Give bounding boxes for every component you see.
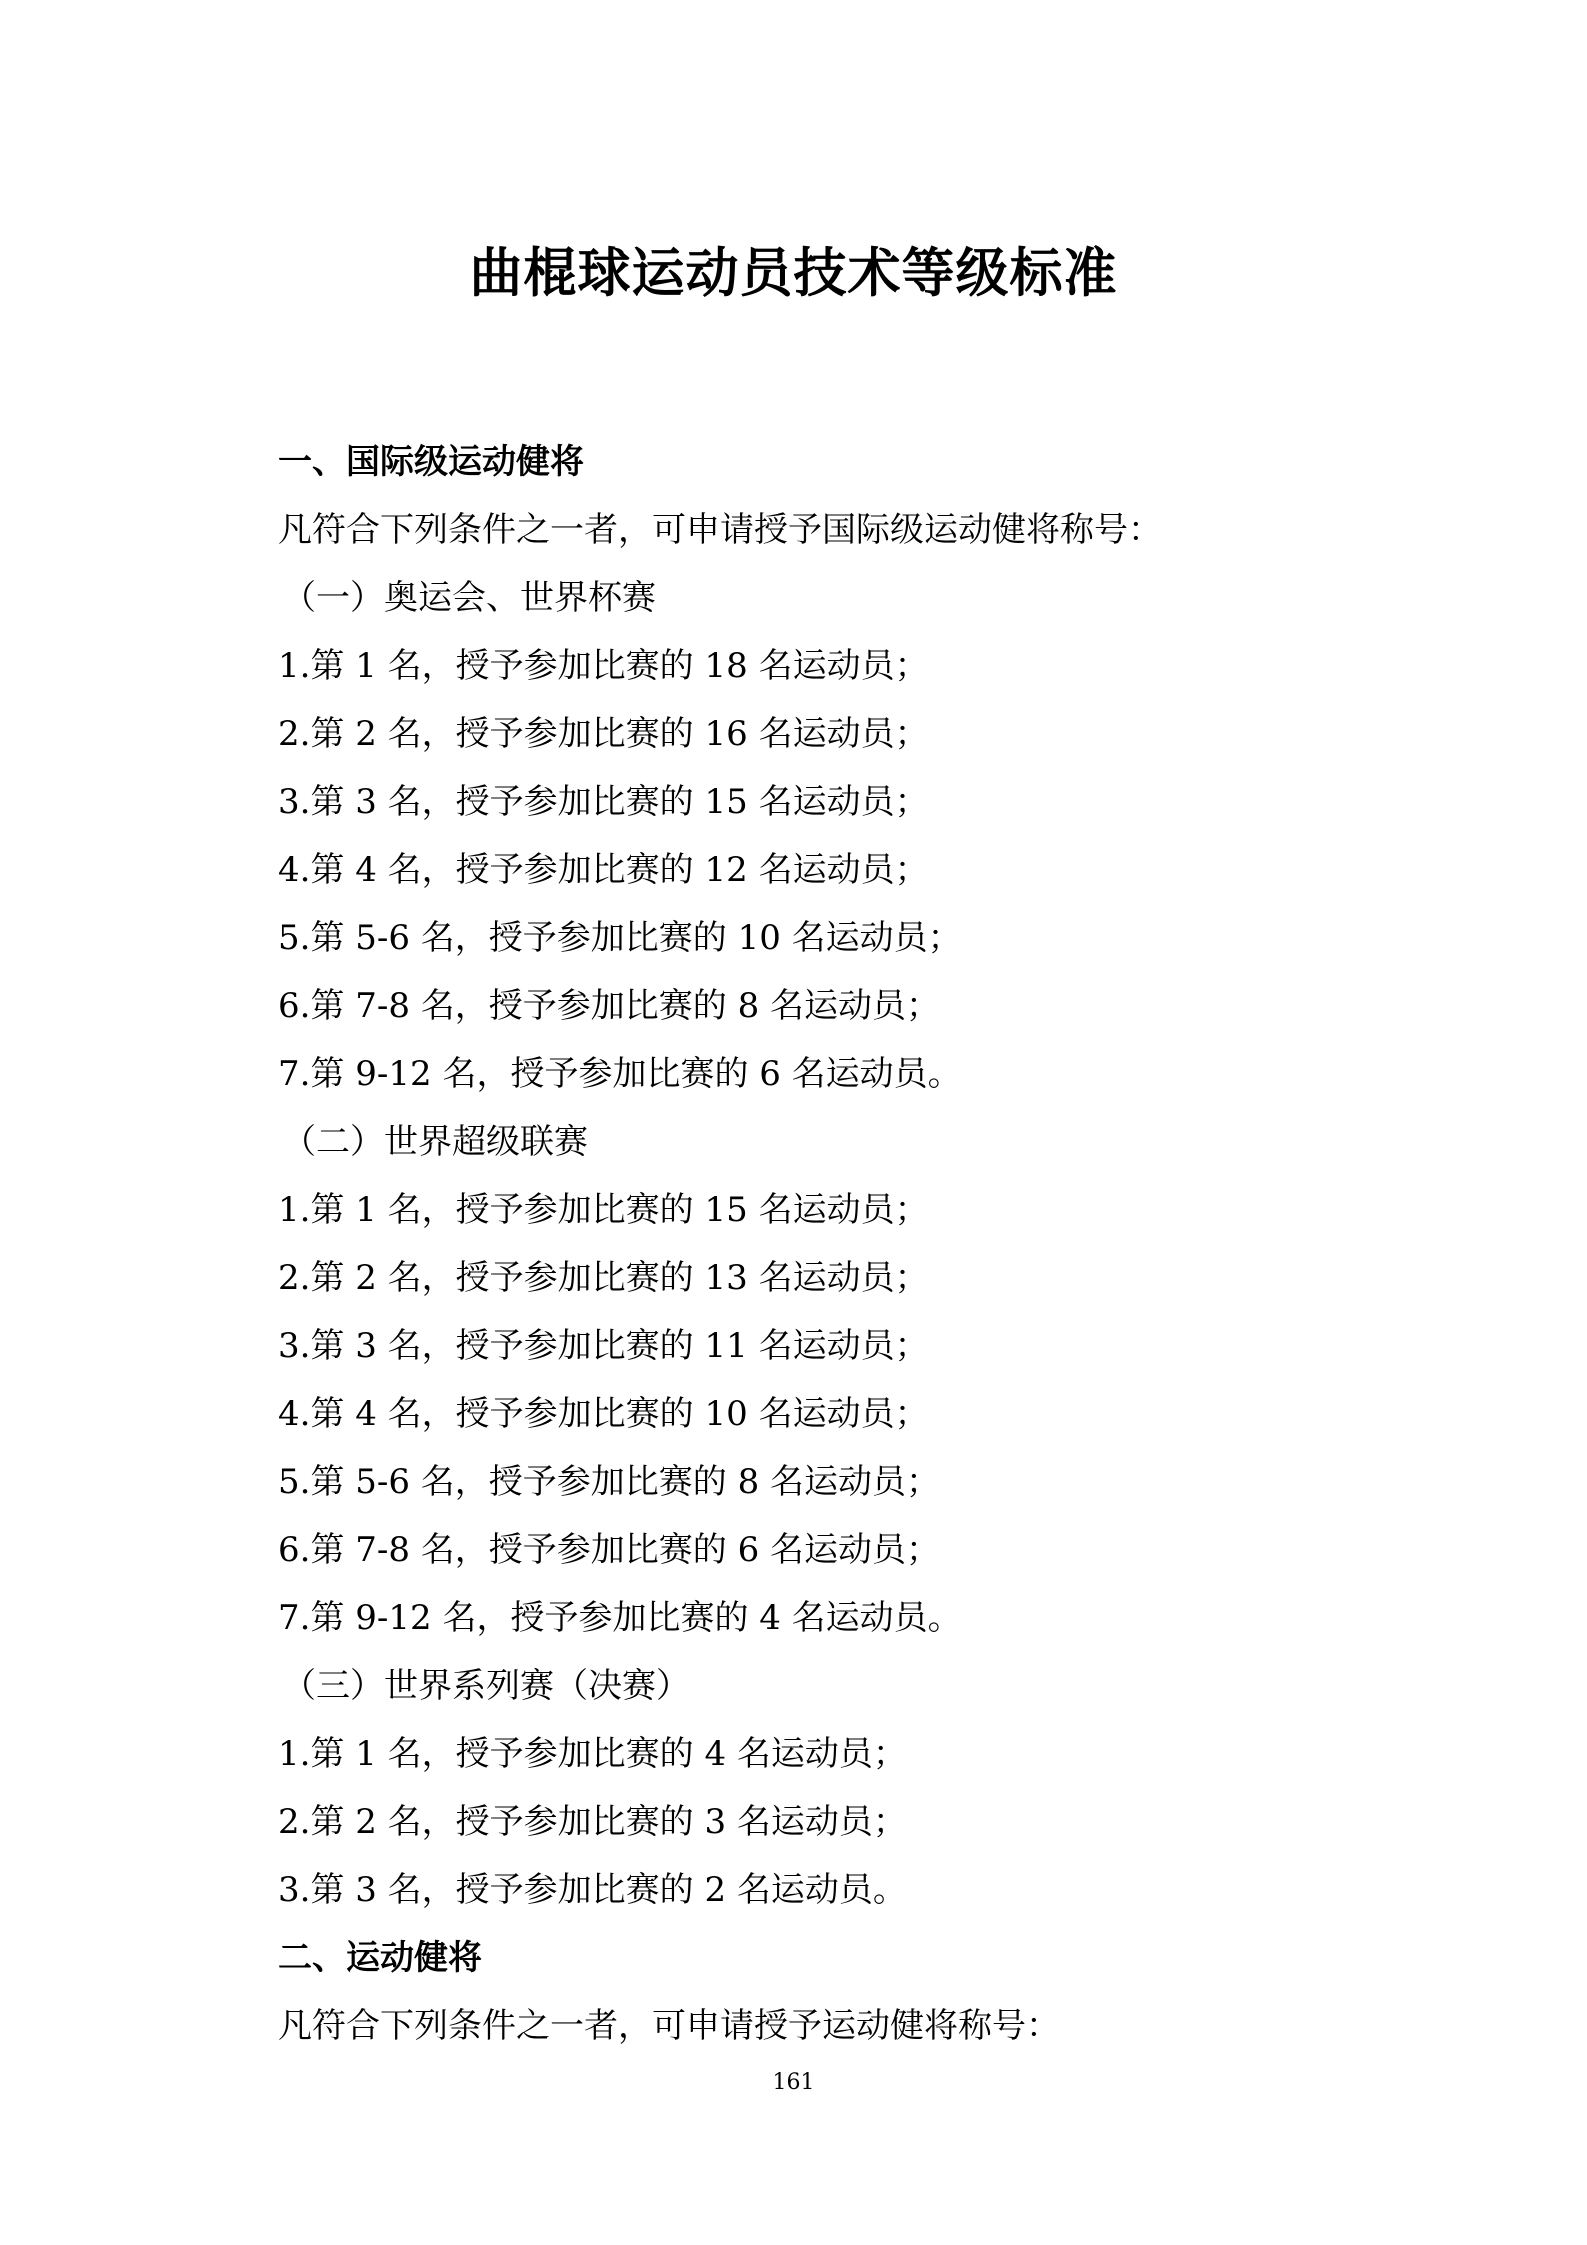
list-item: 4.第 4 名，授予参加比赛的 10 名运动员； — [278, 1394, 929, 1434]
section-heading: 二、运动健将 — [278, 1938, 482, 1978]
list-item: 1.第 1 名，授予参加比赛的 4 名运动员； — [278, 1734, 907, 1774]
subsection-heading: （一）奥运会、世界杯赛 — [282, 578, 656, 618]
list-item: 7.第 9-12 名，授予参加比赛的 6 名运动员。 — [278, 1054, 962, 1094]
document-body — [278, 428, 1338, 2060]
list-item: 3.第 3 名，授予参加比赛的 11 名运动员； — [278, 1326, 929, 1366]
list-item: 5.第 5-6 名，授予参加比赛的 10 名运动员； — [278, 918, 962, 958]
section-heading: 一、国际级运动健将 — [278, 442, 584, 482]
subsection-heading: （二）世界超级联赛 — [282, 1122, 588, 1162]
subsection-heading: （三）世界系列赛（决赛） — [282, 1666, 690, 1706]
list-item: 1.第 1 名，授予参加比赛的 15 名运动员； — [278, 1190, 929, 1230]
paragraph: 凡符合下列条件之一者，可申请授予国际级运动健将称号： — [278, 510, 1162, 550]
list-item: 7.第 9-12 名，授予参加比赛的 4 名运动员。 — [278, 1598, 962, 1638]
list-item: 3.第 3 名，授予参加比赛的 2 名运动员。 — [278, 1870, 907, 1910]
list-item: 4.第 4 名，授予参加比赛的 12 名运动员； — [278, 850, 929, 890]
list-item: 3.第 3 名，授予参加比赛的 15 名运动员； — [278, 782, 929, 822]
list-item: 6.第 7-8 名，授予参加比赛的 8 名运动员； — [278, 986, 941, 1026]
paragraph: 凡符合下列条件之一者，可申请授予运动健将称号： — [278, 2006, 1060, 2046]
list-item: 1.第 1 名，授予参加比赛的 18 名运动员； — [278, 646, 929, 686]
list-item: 5.第 5-6 名，授予参加比赛的 8 名运动员； — [278, 1462, 941, 1502]
list-item: 2.第 2 名，授予参加比赛的 16 名运动员； — [278, 714, 929, 754]
list-item: 2.第 2 名，授予参加比赛的 13 名运动员； — [278, 1258, 929, 1298]
list-item: 2.第 2 名，授予参加比赛的 3 名运动员； — [278, 1802, 907, 1842]
document-title: 曲棍球运动员技术等级标准 — [469, 242, 1118, 304]
page-number: 161 — [772, 2070, 815, 2095]
list-item: 6.第 7-8 名，授予参加比赛的 6 名运动员； — [278, 1530, 941, 1570]
